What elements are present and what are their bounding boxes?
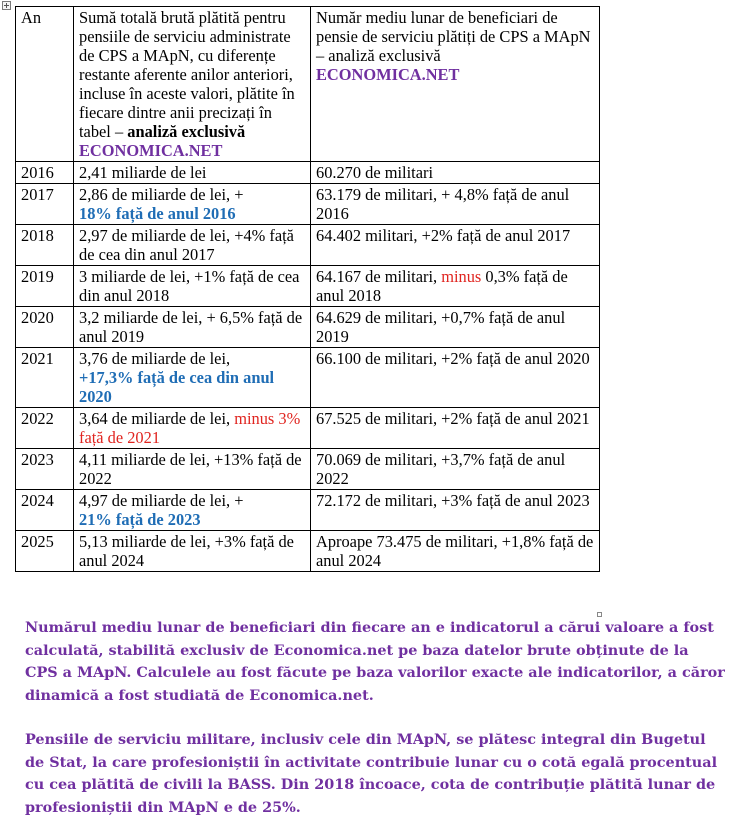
cell-beneficiaries: Aproape 73.475 de militari, +1,8% față de anul 2024 (311, 531, 600, 572)
cell-year: 2017 (16, 184, 74, 225)
table-row (16, 408, 600, 449)
table-row (16, 490, 600, 531)
cell-year: 2020 (16, 307, 74, 348)
table-row (16, 162, 600, 184)
header-year: An (16, 7, 74, 162)
table-row (16, 225, 600, 266)
cell-year: 2019 (16, 266, 74, 307)
header-exclusive-label: analiză exclusivă (127, 122, 246, 141)
header-total-amount: Sumă totală brută plătită pentru pensiile de serviciu administrate de CPS a MApN, cu diferențe restante aferente anilor anteriori, incluse în aceste valori, plătite în fiecare dintre anii precizați în tabel – analiză exclusivă ECONOMICA.NET (74, 7, 311, 162)
table-header-row (16, 7, 600, 162)
table-row (16, 184, 600, 225)
cell-beneficiaries: 64.402 militari, +2% față de anul 2017 (311, 225, 600, 266)
pension-data-table (15, 6, 600, 572)
cell-beneficiaries: 70.069 de militari, +3,7% față de anul 2022 (311, 449, 600, 490)
contribution-note: Pensiile de serviciu militare, inclusiv cele din MApN, se plătesc integral din Bugetul de Stat, la care profesioniștii în activitate contribuie lunar cu o cotă egală procentual cu cea plătită de civili la BASS. Din 2018 încoace, cota de contribuție plătită lunar de profesioniștii din MApN e de 25%. (25, 731, 718, 816)
cell-total: 4,11 miliarde de lei, +13% față de 2022 (74, 449, 311, 490)
cell-total: 3,2 miliarde de lei, + 6,5% față de anul 2019 (74, 307, 311, 348)
cell-year: 2021 (16, 348, 74, 408)
cell-year: 2023 (16, 449, 74, 490)
cell-year: 2025 (16, 531, 74, 572)
cell-total: 3 miliarde de lei, +1% față de cea din anul 2018 (74, 266, 311, 307)
table-move-handle-icon[interactable] (2, 1, 11, 10)
cell-beneficiaries: 72.172 de militari, +3% față de anul 2023 (311, 490, 600, 531)
cell-total: 3,64 de miliarde de lei, minus 3% față de 2021 (74, 408, 311, 449)
header-brand-link[interactable]: ECONOMICA.NET (79, 141, 223, 160)
table-row (16, 307, 600, 348)
table-row (16, 449, 600, 490)
cell-total: 3,76 de miliarde de lei, +17,3% față de cea din anul 2020 (74, 348, 311, 408)
table-row (16, 531, 600, 572)
cell-beneficiaries: 66.100 de militari, +2% față de anul 2020 (311, 348, 600, 408)
header-beneficiaries: Număr mediu lunar de beneficiari de pensie de serviciu plătiți de CPS a MApN – analiză exclusivă ECONOMICA.NET (311, 7, 600, 162)
cell-total: 2,97 de miliarde de lei, +4% față de cea din anul 2017 (74, 225, 311, 266)
cell-beneficiaries: 60.270 de militari (311, 162, 600, 184)
cell-year: 2022 (16, 408, 74, 449)
cell-year: 2018 (16, 225, 74, 266)
cell-total: 2,41 miliarde de lei (74, 162, 311, 184)
cell-total: 5,13 miliarde de lei, +3% față de anul 2024 (74, 531, 311, 572)
change-positive: +17,3% față de cea din anul 2020 (79, 368, 275, 406)
methodology-note: Numărul mediu lunar de beneficiari din fiecare an e indicatorul a cărui valoare a fost calculată, stabilită exclusiv de Economica.net pe baza datelor brute obținute de la CPS a MApN. Calculele au fost făcute pe baza valorilor exacte ale indicatorilor, a căror dinamică a fost studiată de Economica.net. (25, 619, 725, 704)
cell-beneficiaries: 64.629 de militari, +0,7% față de anul 2019 (311, 307, 600, 348)
change-positive: 18% față de anul 2016 (79, 204, 236, 223)
change-negative: minus 3% față de 2021 (79, 409, 301, 447)
cell-year: 2016 (16, 162, 74, 184)
header-brand-link[interactable]: ECONOMICA.NET (316, 65, 460, 84)
cell-beneficiaries: 67.525 de militari, +2% față de anul 2021 (311, 408, 600, 449)
cell-beneficiaries: 63.179 de militari, + 4,8% față de anul 2016 (311, 184, 600, 225)
change-positive: 21% față de 2023 (79, 510, 201, 529)
table-row (16, 266, 600, 307)
cell-beneficiaries: 64.167 de militari, minus 0,3% față de anul 2018 (311, 266, 600, 307)
change-negative: minus (441, 267, 482, 286)
cell-total: 2,86 de miliarde de lei, + 18% față de anul 2016 (74, 184, 311, 225)
cell-year: 2024 (16, 490, 74, 531)
cell-total: 4,97 de miliarde de lei, + 21% față de 2023 (74, 490, 311, 531)
table-row (16, 348, 600, 408)
